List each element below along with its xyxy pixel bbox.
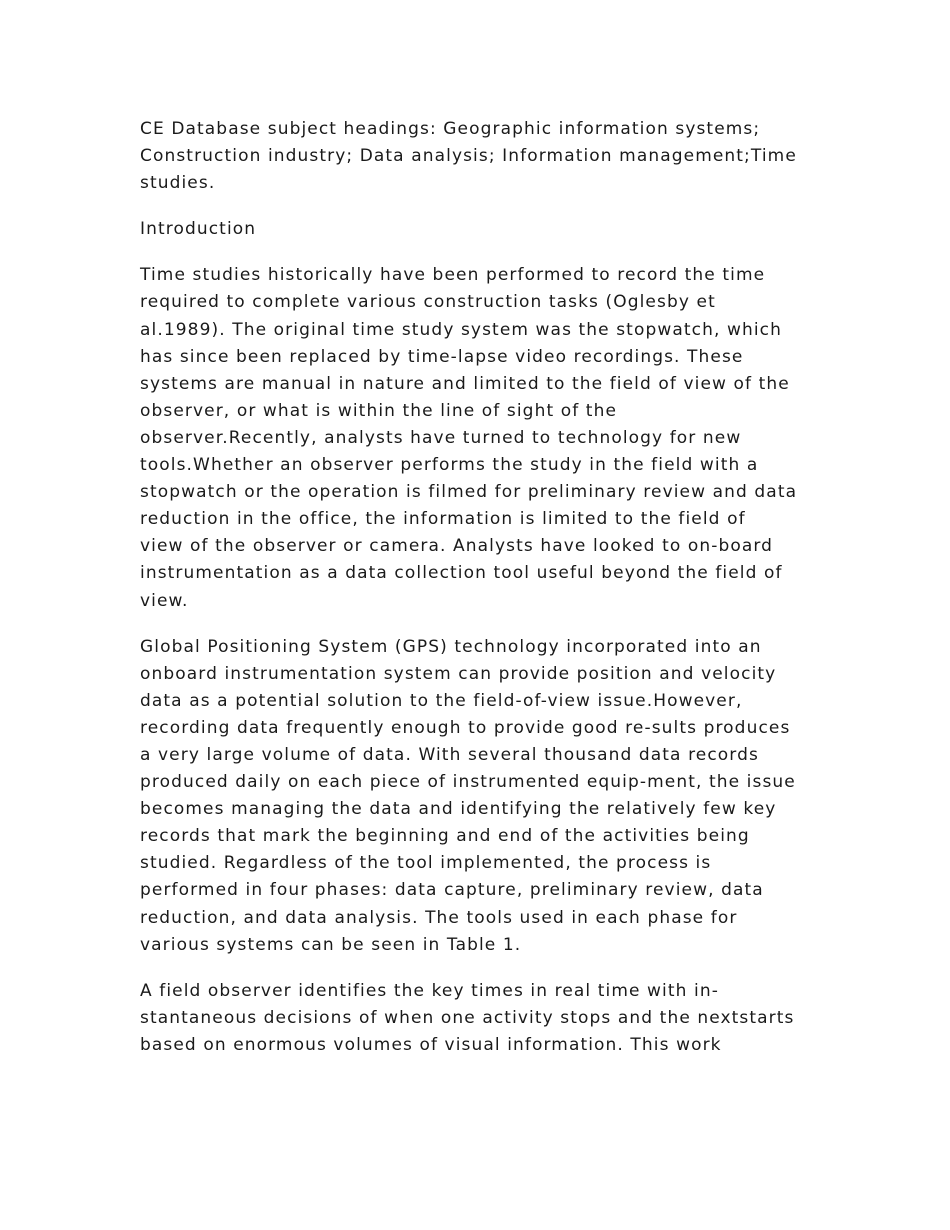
text-line: observer, or what is within the line of sight of the [140,400,618,421]
paragraph-time-studies [140,262,816,614]
text-line: onboard instrumentation system can provide position and velocity [140,663,777,684]
text-line: tools.Whether an observer performs the study in the field with a [140,455,759,476]
text-line: view of the observer or camera. Analysts have looked to on-board [140,536,774,557]
text-line: Global Positioning System (GPS) technology incorporated into an [140,636,762,657]
text-line: performed in four phases: data capture, preliminary review, data [140,880,764,901]
text-line: al.1989). The original time study system was the stopwatch, which [140,319,782,340]
heading-text: Introduction [140,219,257,240]
text-line: stopwatch or the operation is filmed for preliminary review and data [140,482,798,503]
text-line: required to complete various construction tasks (Oglesby et [140,292,716,313]
text-line: based on enormous volumes of visual information. This work [140,1034,722,1055]
text-line: studied. Regardless of the tool implemented, the process is [140,853,712,874]
text-line: A field observer identifies the key times in real time with in- [140,980,719,1001]
text-line: becomes managing the data and identifying the relatively few key [140,799,777,820]
text-line: systems are manual in nature and limited to the field of view of the [140,373,790,394]
section-heading-introduction [140,216,816,243]
document-body [140,116,816,1078]
subject-headings-paragraph [140,116,816,197]
text-line: reduction, and data analysis. The tools used in each phase for [140,907,738,928]
text-line: has since been replaced by time-lapse video recordings. These [140,346,744,367]
text-line: records that mark the beginning and end of the activities being [140,826,750,847]
paragraph-gps [140,634,816,959]
text-line: a very large volume of data. With several thousand data records [140,744,759,765]
text-line: produced daily on each piece of instrumented equip-ment, the issue [140,772,796,793]
text-line: reduction in the office, the information is limited to the field of [140,509,746,530]
text-line: view. [140,590,189,611]
text-line: stantaneous decisions of when one activity stops and the nextstarts [140,1007,795,1028]
text-line: data as a potential solution to the field-of-view issue.However, [140,690,743,711]
text-line: studies. [140,173,216,194]
text-line: observer.Recently, analysts have turned to technology for new [140,427,742,448]
text-line: Construction industry; Data analysis; Information management;Time [140,146,797,167]
text-line: Time studies historically have been performed to record the time [140,265,766,286]
paragraph-field-observer [140,978,816,1059]
text-line: CE Database subject headings: Geographic information systems; [140,119,761,139]
text-line: recording data frequently enough to provide good re-sults produces [140,717,791,738]
text-line: various systems can be seen in Table 1. [140,934,522,955]
text-line: instrumentation as a data collection tool useful beyond the field of [140,563,783,584]
